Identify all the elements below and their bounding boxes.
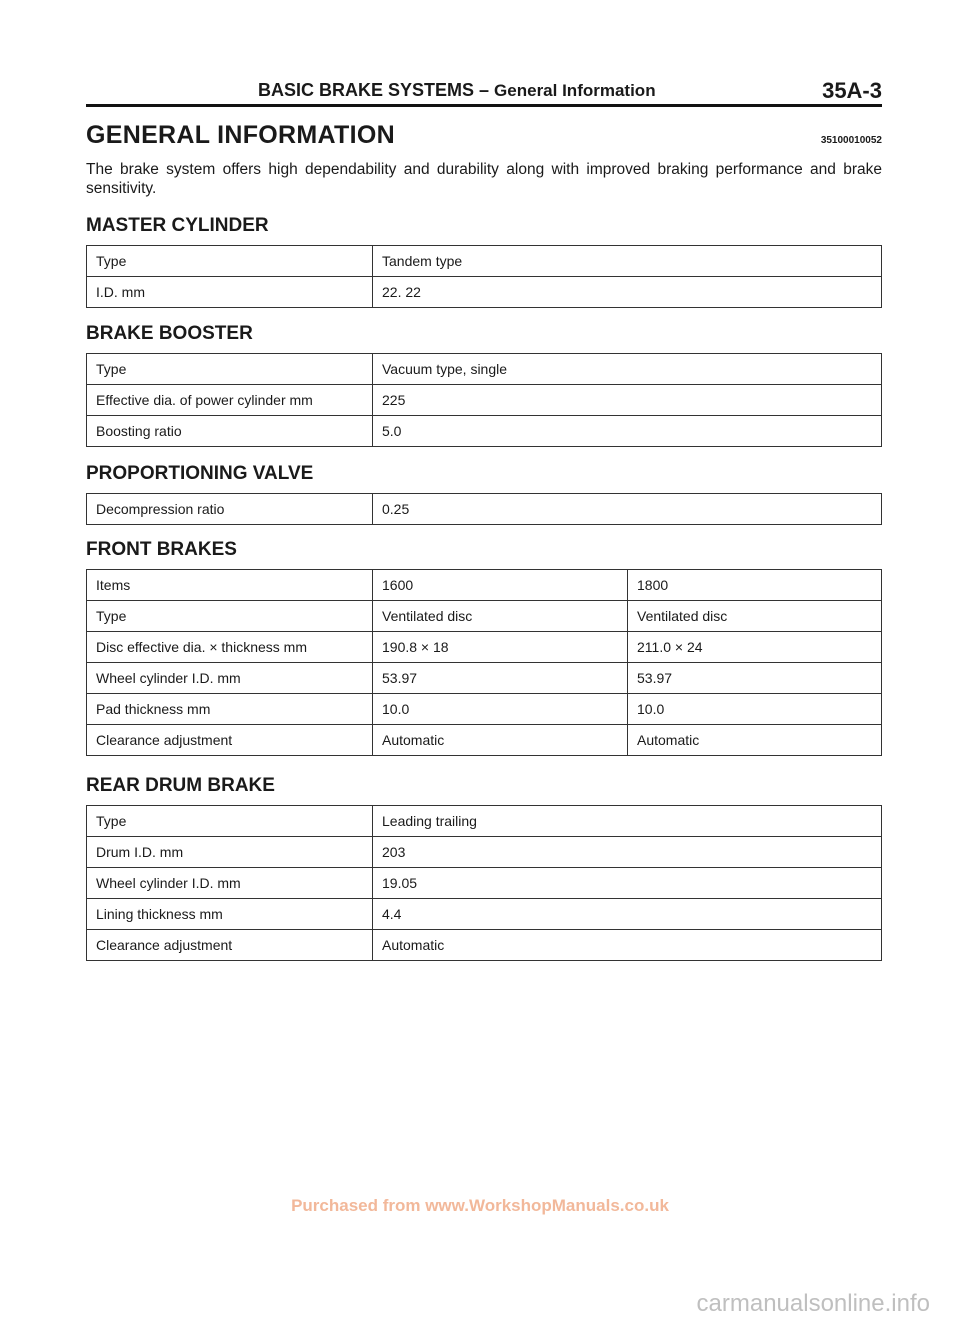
spec-label: I.D. mm xyxy=(87,277,373,308)
table-row xyxy=(87,416,882,447)
spec-value: Tandem type xyxy=(373,246,882,277)
spec-label: Type xyxy=(87,806,373,837)
brake-booster-table xyxy=(86,353,882,447)
spec-label: Boosting ratio xyxy=(87,416,373,447)
spec-label: Type xyxy=(87,354,373,385)
spec-value-1600: 10.0 xyxy=(373,694,628,725)
spec-value-1800: Automatic xyxy=(628,725,882,756)
table-row xyxy=(87,601,882,632)
master-cylinder-title: MASTER CYLINDER xyxy=(86,215,269,236)
table-row xyxy=(87,868,882,899)
proportioning-valve-table xyxy=(86,493,882,525)
header-title-dash: – xyxy=(474,80,495,100)
table-row xyxy=(87,930,882,961)
table-row xyxy=(87,899,882,930)
spec-label: Clearance adjustment xyxy=(87,930,373,961)
spec-value-1800: 211.0 × 24 xyxy=(628,632,882,663)
table-row xyxy=(87,837,882,868)
spec-label: Wheel cylinder I.D. mm xyxy=(87,868,373,899)
spec-label: Type xyxy=(87,246,373,277)
spec-value-1600: 1600 xyxy=(373,570,628,601)
spec-value-1800: 53.97 xyxy=(628,663,882,694)
spec-label: Disc effective dia. × thickness mm xyxy=(87,632,373,663)
table-row xyxy=(87,663,882,694)
spec-value-1800: 1800 xyxy=(628,570,882,601)
spec-value: 0.25 xyxy=(373,494,882,525)
spec-label: Effective dia. of power cylinder mm xyxy=(87,385,373,416)
spec-value-1600: Ventilated disc xyxy=(373,601,628,632)
spec-value: 4.4 xyxy=(373,899,882,930)
intro-paragraph: The brake system offers high dependability and durability along with improved braking performance and brake sensitivity. xyxy=(86,161,882,197)
table-row xyxy=(87,354,882,385)
table-row xyxy=(87,570,882,601)
spec-label: Lining thickness mm xyxy=(87,899,373,930)
spec-value: 203 xyxy=(373,837,882,868)
spec-label: Type xyxy=(87,601,373,632)
spec-value: 22. 22 xyxy=(373,277,882,308)
spec-label: Items xyxy=(87,570,373,601)
spec-label: Decompression ratio xyxy=(87,494,373,525)
table-row xyxy=(87,694,882,725)
page-number: 35A-3 xyxy=(822,78,882,103)
spec-value-1800: Ventilated disc xyxy=(628,601,882,632)
footer-brand: carmanualsonline.info xyxy=(696,1290,930,1317)
table-row xyxy=(87,632,882,663)
rear-drum-brake-table xyxy=(86,805,882,961)
rear-drum-brake-title: REAR DRUM BRAKE xyxy=(86,775,275,796)
watermark-text: Purchased from www.WorkshopManuals.co.uk xyxy=(291,1196,669,1215)
spec-label: Drum I.D. mm xyxy=(87,837,373,868)
table-row xyxy=(87,246,882,277)
spec-value-1800: 10.0 xyxy=(628,694,882,725)
spec-value: 5.0 xyxy=(373,416,882,447)
header-title-main: BASIC BRAKE SYSTEMS xyxy=(258,80,475,100)
spec-value: 225 xyxy=(373,385,882,416)
spec-label: Clearance adjustment xyxy=(87,725,373,756)
header-rule xyxy=(86,104,882,107)
spec-value-1600: Automatic xyxy=(373,725,628,756)
master-cylinder-table xyxy=(86,245,882,308)
spec-value-1600: 53.97 xyxy=(373,663,628,694)
table-row xyxy=(87,725,882,756)
general-info-title: GENERAL INFORMATION xyxy=(86,121,395,149)
table-row xyxy=(87,277,882,308)
spec-value-1600: 190.8 × 18 xyxy=(373,632,628,663)
header-title xyxy=(258,80,656,101)
proportioning-valve-title: PROPORTIONING VALVE xyxy=(86,463,314,484)
spec-value: Leading trailing xyxy=(373,806,882,837)
spec-value: Vacuum type, single xyxy=(373,354,882,385)
front-brakes-table xyxy=(86,569,882,756)
spec-value: Automatic xyxy=(373,930,882,961)
section-code: 35100010052 xyxy=(820,135,882,146)
header-title-sub: General Information xyxy=(494,81,656,100)
spec-label: Pad thickness mm xyxy=(87,694,373,725)
table-row xyxy=(87,385,882,416)
front-brakes-title: FRONT BRAKES xyxy=(86,539,237,560)
spec-value: 19.05 xyxy=(373,868,882,899)
spec-label: Wheel cylinder I.D. mm xyxy=(87,663,373,694)
brake-booster-title: BRAKE BOOSTER xyxy=(86,323,253,344)
table-row xyxy=(87,806,882,837)
table-row xyxy=(87,494,882,525)
